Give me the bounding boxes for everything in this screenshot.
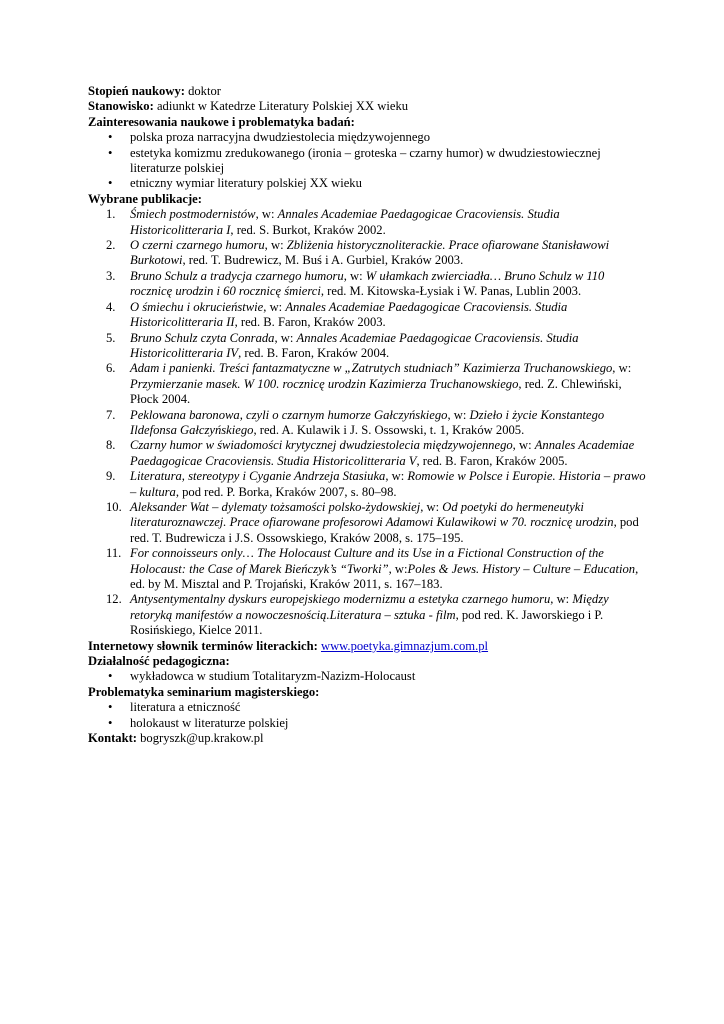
publication-title: Bruno Schulz czyta Conrada <box>130 330 275 345</box>
publication-text: , w: <box>612 361 632 376</box>
publication-text: , w: <box>512 438 535 453</box>
publication-title: Annales Academiae Paedagogicae Cracoviensis. Studia Historicolitteraria II <box>130 299 568 330</box>
interests-list <box>88 130 648 192</box>
degree-value: doktor <box>184 84 221 98</box>
publication-title: Adam i panienki. Treści fantazmatyczne w „Zatrutych studniach” Kazimierza Truchanowskiego <box>130 361 613 376</box>
publication-title: Aleksander Wat – dylematy tożsamości polsko-żydowskiej <box>130 499 421 514</box>
publication-text: , ed. by M. Misztal and P. Trojański, Kraków 2011, s. 167–183. <box>130 561 639 591</box>
contact-label: Kontakt: <box>88 731 137 746</box>
list-item: • holokaust w literaturze polskiej <box>88 716 648 731</box>
publication-text: , w: <box>264 238 287 253</box>
list-item: • wykładowca w studium Totalitaryzm-Nazizm-Holocaust <box>88 669 648 684</box>
publication-text: , w: <box>385 469 408 484</box>
publication-title: Od poetyki do hermeneutyki literaturoznawczej. Prace ofiarowane profesorowi Adamowi Kulawikowi w 70. rocznicę urodzin <box>130 499 614 530</box>
publication-title: Peklowana baronowa, czyli o czarnym humorze Gałczyńskiego <box>130 407 448 422</box>
list-item: • etniczny wymiar literatury polskiej XX wieku <box>88 176 648 191</box>
dictionary-link[interactable]: www.poetyka.gimnazjum.com.pl <box>320 638 489 653</box>
publication-title: O czerni czarnego humoru <box>130 238 265 253</box>
publication-text: , w: <box>274 330 297 345</box>
publication-text: , red. B. Faron, Kraków 2005. <box>416 453 568 468</box>
publication-text: , w: <box>263 299 286 314</box>
list-item: • literatura a etniczność <box>88 700 648 715</box>
publication-title: Poles & Jews. History – Culture – Education <box>407 561 636 576</box>
interests-heading: Zainteresowania naukowe i problematyka badań: <box>88 114 355 129</box>
teaching-heading: Działalność pedagogiczna: <box>88 654 230 669</box>
position-label: Stanowisko: <box>88 99 154 114</box>
dictionary-label: Internetowy słownik terminów literackich: <box>88 638 318 653</box>
publication-item <box>88 592 648 638</box>
publication-text: , w: <box>343 268 366 283</box>
document-page <box>88 84 648 746</box>
publication-text: , red. B. Faron, Kraków 2003. <box>234 315 386 330</box>
publication-text: , red. A. Kulawik i J. S. Ossowski, t. 1, Kraków 2005. <box>253 422 525 437</box>
degree-label: Stopień naukowy: <box>88 84 185 98</box>
publication-text: , w: <box>255 207 278 222</box>
publication-item <box>88 438 648 469</box>
teaching-list <box>88 669 648 684</box>
position-line <box>88 99 648 114</box>
publication-text: , w: <box>420 499 443 514</box>
contact-line <box>88 731 648 746</box>
list-item: • polska proza narracyjna dwudziestolecia międzywojennego <box>88 130 648 145</box>
publication-title: Dzieło i życie Konstantego Ildefonsa Gałczyńskiego <box>130 407 605 437</box>
publication-number: 1. <box>106 207 116 222</box>
publication-text: , w: <box>550 592 573 607</box>
contact-value: bogryszk@up.krakow.pl <box>136 731 264 746</box>
publication-number: 12. <box>106 592 122 607</box>
publication-item <box>88 361 648 407</box>
publication-item <box>88 331 648 362</box>
publication-text: , red. T. Budrewicz, M. Buś i A. Gurbiel, Kraków 2003. <box>182 253 464 268</box>
publication-text: , w: <box>447 407 470 422</box>
seminar-heading: Problematyka seminarium magisterskiego: <box>88 684 320 699</box>
publication-number: 8. <box>106 438 116 453</box>
publication-title: Annales Academiae Paedagogicae Cracoviensis. Studia Historicolitteraria V <box>130 438 635 468</box>
dictionary-line <box>88 639 648 654</box>
publication-title: Przymierzanie masek. W 100. rocznicę urodzin Kazimierza Truchanowskiego <box>130 376 519 391</box>
publication-item <box>88 469 648 500</box>
list-item: • estetyka komizmu zredukowanego (ironia – groteska – czarny humor) w dwudziestowiecznej literaturze polskiej <box>88 146 648 177</box>
publication-number: 6. <box>106 361 116 376</box>
publication-title: Annales Academiae Paedagogicae Cracoviensis. Studia Historicolitteraria I <box>130 207 560 237</box>
publication-item <box>88 500 648 546</box>
publication-title: Śmiech postmodernistów <box>130 207 256 222</box>
publication-item <box>88 269 648 300</box>
publication-title: Annales Academiae Paedagogicae Cracoviensis. Studia Historicolitteraria IV <box>130 330 579 360</box>
publication-text: , red. Z. Chlewiński, Płock 2004. <box>130 376 622 407</box>
publication-text: , pod red. P. Borka, Kraków 2007, s. 80–98. <box>175 484 397 499</box>
publication-text: , pod red. K. Jaworskiego i P. Rosińskiego, Kielce 2011. <box>130 607 604 638</box>
publication-title: Antysentymentalny dyskurs europejskiego modernizmu a estetyka czarnego humoru <box>130 592 551 607</box>
publication-item <box>88 207 648 238</box>
publication-title: Zbliżenia historycznoliterackie. Prace ofiarowane Stanisławowi Burkotowi <box>130 238 610 268</box>
publication-number: 2. <box>106 238 116 253</box>
publication-title: Czarny humor w świadomości krytycznej dwudziestolecia międzywojennego <box>130 438 513 453</box>
publication-title: Literatura, stereotypy i Cyganie Andrzeja Stasiuka <box>130 469 386 484</box>
publications-heading: Wybrane publikacje: <box>88 191 202 206</box>
publication-title: Bruno Schulz a tradycja czarnego humoru <box>130 268 344 283</box>
publication-number: 5. <box>106 330 116 345</box>
publication-item <box>88 546 648 592</box>
publication-item <box>88 238 648 269</box>
seminar-list <box>88 700 648 731</box>
publication-title: For connoisseurs only… The Holocaust Culture and its Use in a Fictional Construction of the Holocaust: the Case of Marek Bieńczyk’s “Tworki” <box>130 546 604 576</box>
publication-number: 9. <box>106 469 116 484</box>
publication-text: , pod red. T. Budrewicza i J.S. Ossowskiego, Kraków 2008, s. 175–195. <box>130 515 639 545</box>
publication-text: , red. S. Burkot, Kraków 2002. <box>230 222 386 237</box>
publication-title: W ułamkach zwierciadła… Bruno Schulz w 110 rocznicę urodzin i 60 rocznicę śmierci <box>130 268 605 299</box>
publication-item <box>88 300 648 331</box>
publication-number: 11. <box>106 546 122 561</box>
position-value: adiunkt w Katedrze Literatury Polskiej XX wieku <box>153 99 409 114</box>
publication-number: 3. <box>106 268 116 283</box>
degree-line <box>88 84 648 99</box>
publication-number: 4. <box>106 299 116 314</box>
publication-text: , red. B. Faron, Kraków 2004. <box>238 345 390 360</box>
publication-title: Romowie w Polsce i Europie. Historia – prawo – kultura <box>130 469 646 499</box>
publication-number: 7. <box>106 407 116 422</box>
publication-title: O śmiechu i okrucieństwie <box>130 299 264 314</box>
publications-list <box>88 207 648 638</box>
publication-text: , w: <box>388 561 408 576</box>
publication-title: Między retoryką manifestów a nowoczesnością.Literatura – sztuka - film <box>130 592 609 622</box>
publication-text: , red. M. Kitowska-Łysiak i W. Panas, Lublin 2003. <box>320 284 582 299</box>
publication-number: 10. <box>106 499 122 514</box>
publication-item <box>88 408 648 439</box>
